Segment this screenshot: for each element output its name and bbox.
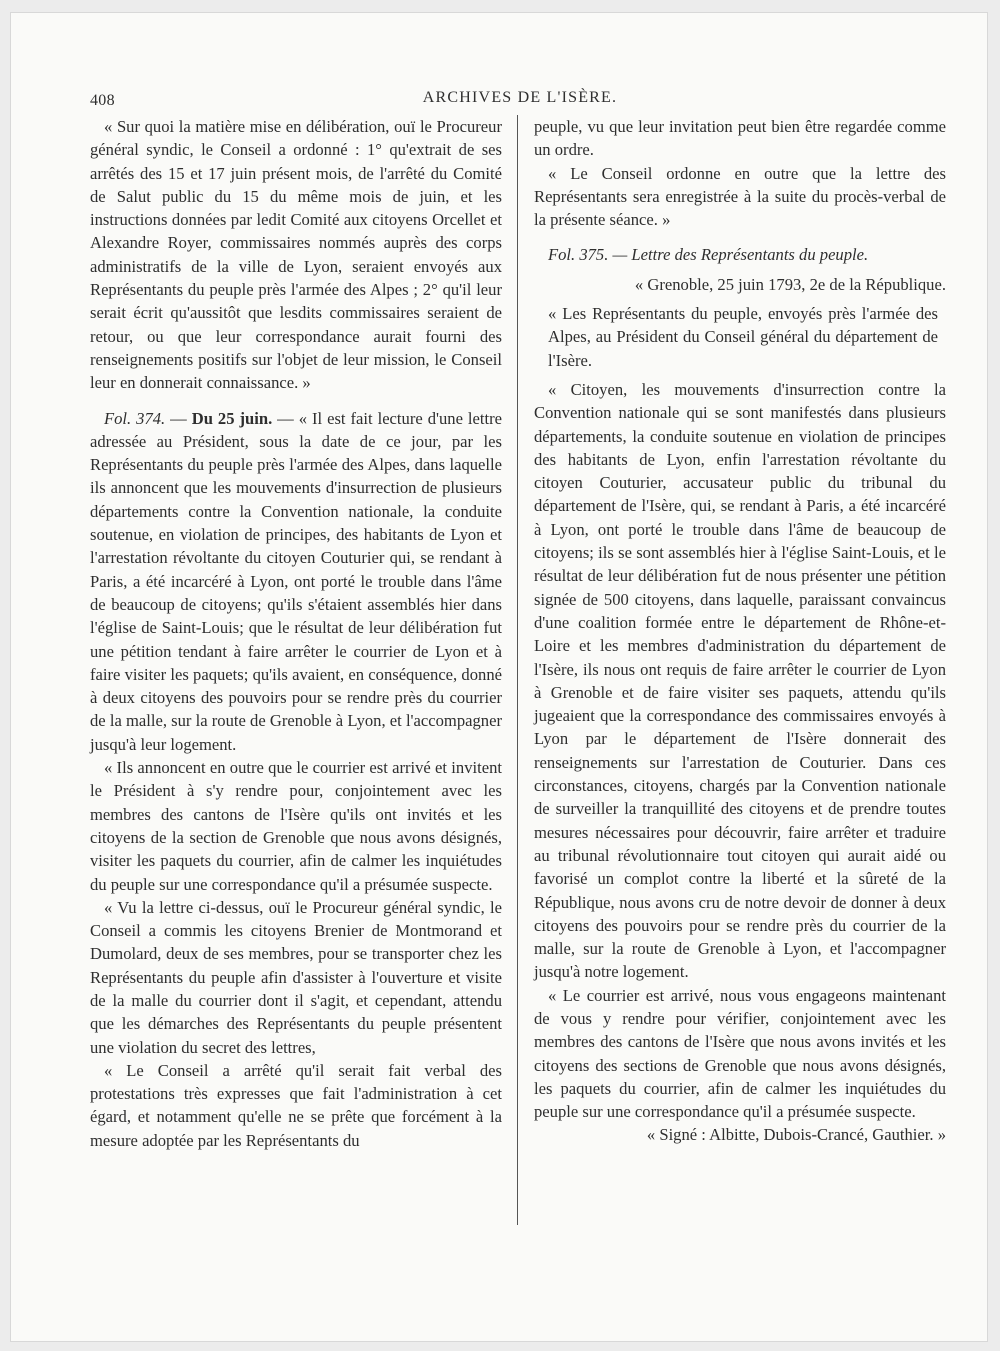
letter-body-courrier: « Le courrier est arrivé, nous vous engageons maintenant de vous y rendre pour vérifier, conjointement avec les membres des cantons de l'Isère que nous avons invités et les citoyens des sections de Grenoble que nous avons désignés, les paquets du courrier, afin de calmer les inquiétudes du peuple sur une correspondance qu'il a présumée suspecte.: [534, 985, 946, 1122]
paragraph-protestations: « Le Conseil a arrêté qu'il serait fait verbal des protestations très expresses que fait l'administration à cet égard, et notamment qu'elle ne se prête que forcément à la mesure adoptée par les Représentants du: [90, 1060, 502, 1150]
right-column: [534, 115, 946, 1147]
page-number: 408: [90, 92, 115, 109]
entry-fol-374: [90, 407, 502, 756]
letter-signature: « Signé : Albitte, Dubois-Crancé, Gauthier. »: [646, 1125, 946, 1145]
folio-reference: Fol. 374.: [104, 408, 166, 428]
column-divider: [517, 115, 518, 1225]
letter-body-citoyen: « Citoyen, les mouvements d'insurrection contre la Convention nationale qui se sont manifestés dans plusieurs départements, la conduite soutenue en violation de principes des habitants de Lyon, enfin l'arrestation révoltante du citoyen Couturier, accusateur public du tribunal du département de l'Isère, qui, se rendant à Paris, a été incarcéré à Lyon, ont porté le trouble dans l'âme de beaucoup de citoyens; ils se sont assemblés hier à l'église Saint-Louis, et le résultat de leur délibération fut de nous présenter une pétition signée de 500 citoyens, dans laquelle, paraissant convaincus d'une coalition formée entre le département de Rhône-et-Loire et les membres d'administration du département de l'Isère, ils nous ont requis de faire arrêter le courrier de Lyon à Grenoble et de faire visiter ses paquets, attendu qu'ils jugeaient que la correspondance des commissaires envoyés à Lyon par le département de l'Isère donnerait des renseignements sur l'arrestation de Couturier. Dans ces circonstances, citoyens, chargés par la Convention nationale de surveiller la tranquillité des citoyens et de prendre toutes mesures nécessaires pour découvrir, faire arrêter et traduire au tribunal révolutionnaire tout citoyen qui aurait aidé ou favorisé un complot contre la liberté et la sûreté de la République, nous avons cru de notre devoir de donner à deux citoyens des pouvoirs pour se rendre près du courrier de la malle, sur la route de Grenoble à Lyon, et l'accompagner jusqu'à notre logement.: [534, 379, 946, 982]
paragraph-continuation: peuple, vu que leur invitation peut bien être regardée comme un ordre.: [534, 117, 946, 160]
paragraph-vu-la-lettre: « Vu la lettre ci-dessus, ouï le Procureur général syndic, le Conseil a commis les citoyens Brenier de Montmorand et Dumolard, deux de ses membres, pour se transporter chez les Représentants du peuple afin d'assister à l'ouverture et visite de la malle du courrier dont il s'agit, et cependant, attendu que les démarches des Représentants du peuple présentent une violation du secret des lettres,: [90, 897, 502, 1057]
folio-heading-375: Fol. 375. — Lettre des Représentants du peuple.: [548, 245, 869, 265]
paragraph-courrier-arrive: « Ils annoncent en outre que le courrier est arrivé et invitent le Président à s'y rendre pour, conjointement avec les membres des cantons de l'Isère qu'ils ont invités et les citoyens de la section de Grenoble que nous avons désignés, visiter les paquets du courrier, afin de calmer les inquiétudes du peuple sur une correspondance qu'il a présumée suspecte.: [90, 758, 502, 894]
running-title: ARCHIVES DE L'ISÈRE.: [422, 89, 618, 106]
paragraph-conseil-ordonne: « Sur quoi la matière mise en délibération, ouï le Procureur général syndic, le Conseil a ordonné : 1° qu'extrait de ses arrêtés des 15 et 17 juin présent mois, de l'arrêté du Comité de Salut public du 15 du même mois de juin, et les instructions données par ledit Comité aux citoyens Orcellet et Alexandre Royer, commissaires nommés auprès des corps administratifs de la ville de Lyon, seraient envoyés aux Représentants du peuple près l'armée des Alpes ; 2° qu'il leur serait écrit qu'aussitôt que lesdits commissaires seraient de retour, ou que leur correspondance aurait fourni des renseignements positifs sur l'objet de leur mission, le Conseil leur en donnerait connaissance. »: [90, 117, 502, 393]
letter-address: « Les Représentants du peuple, envoyés près l'armée des Alpes, au Président du Conseil général du département de l'Isère.: [548, 304, 938, 370]
left-column: [90, 115, 502, 1152]
entry-date: Du 25 juin.: [191, 408, 273, 428]
paragraph-lecture-lettre: — « Il est fait lecture d'une lettre adressée au Président, sous la date de ce jour, par les Représentants du peuple près l'armée des Alpes, dans laquelle ils annoncent que les mouvements d'insurrection de plusieurs départements contre la Convention nationale, la conduite soutenue, en violation de principes, des habitants de Lyon et l'arrestation révoltante du citoyen Couturier qui, se rendant à Paris, a été incarcéré à Lyon, ont porté le trouble dans l'âme de beaucoup de citoyens; qu'ils s'étaient assemblés hier dans l'église de Saint-Louis; que le résultat de leur délibération fut une pétition tendant à faire arrêter le courrier de Lyon et à faire visiter les paquets; qu'ils avaient, en conséquence, donné à deux citoyens des pouvoirs pour se rendre près du courrier de la malle, sur la route de Grenoble à Lyon, et l'accompagner jusqu'à leur logement.: [90, 408, 502, 754]
letter-dateline: « Grenoble, 25 juin 1793, 2e de la République.: [634, 274, 946, 294]
folio-dash: —: [165, 408, 192, 428]
paragraph-enregistrement: « Le Conseil ordonne en outre que la lettre des Représentants sera enregistrée à la suite du procès-verbal de la présente séance. »: [534, 163, 946, 230]
